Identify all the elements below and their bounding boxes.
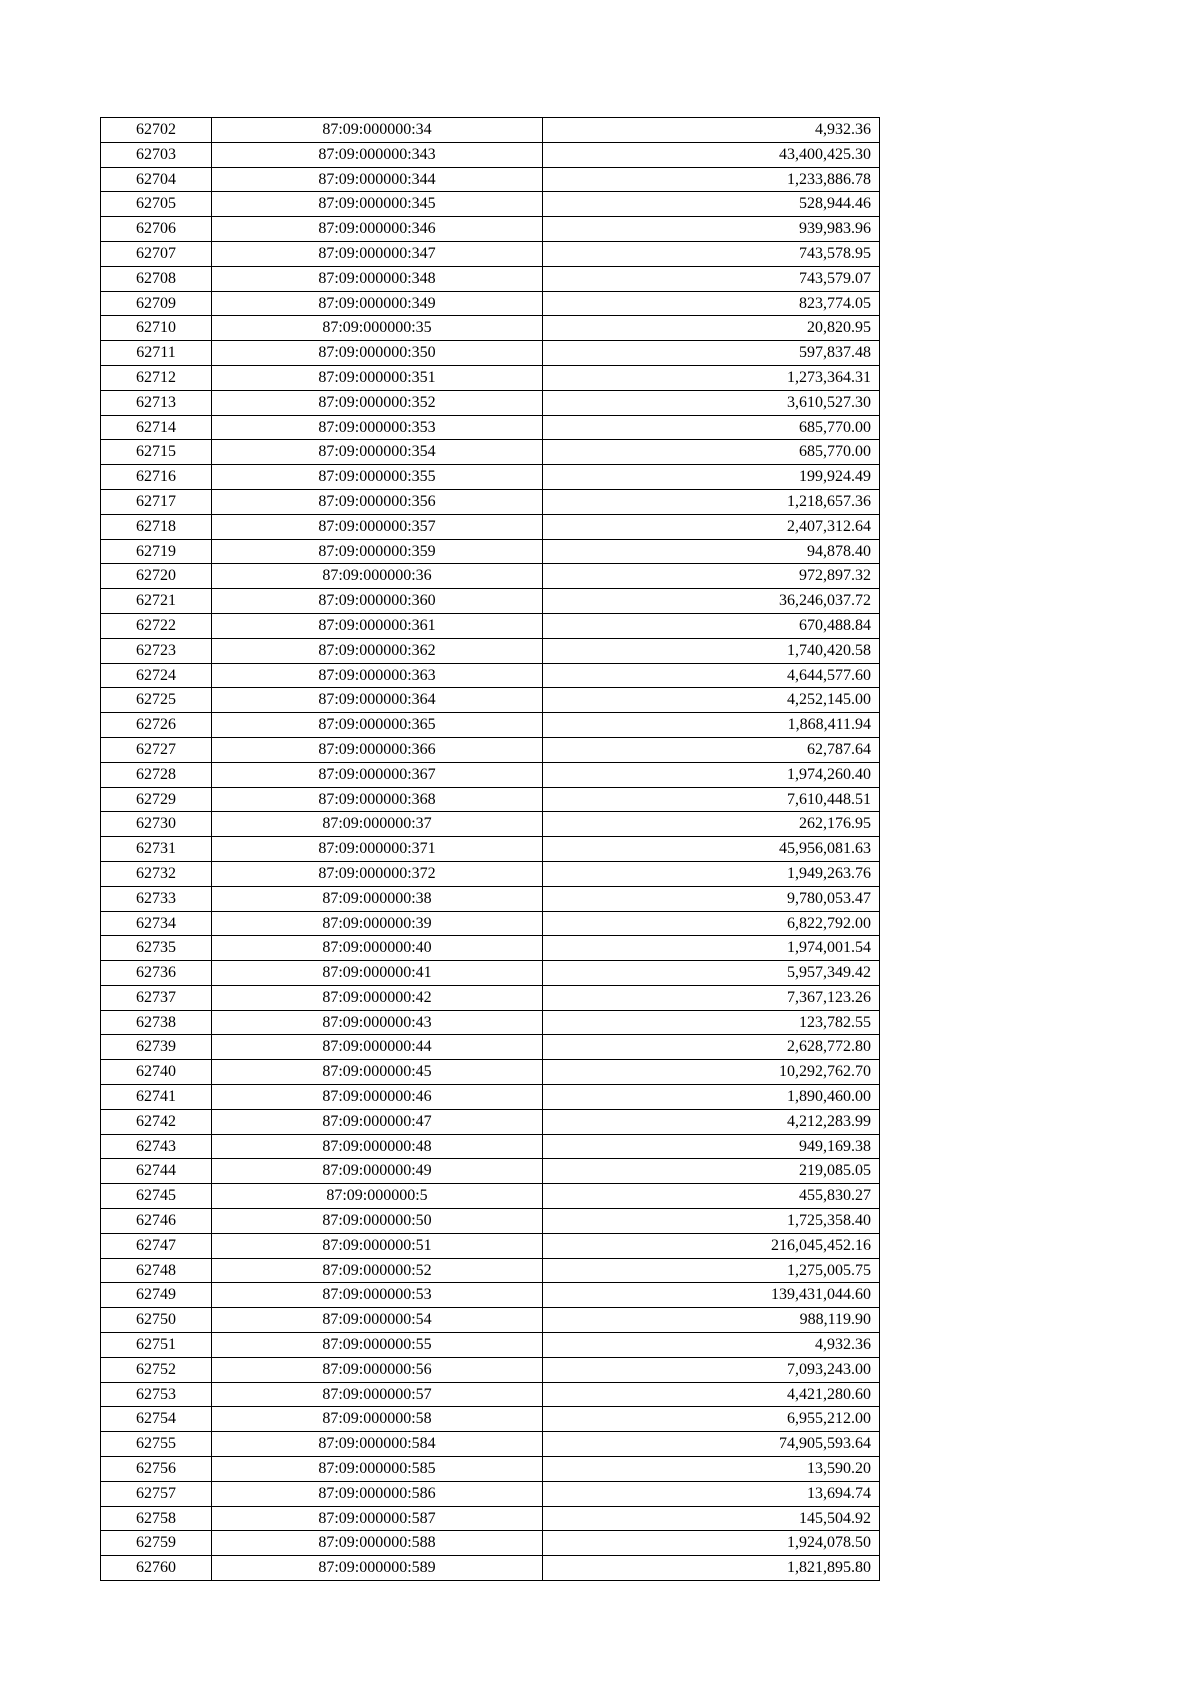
value-cell: 1,725,358.40 bbox=[543, 1209, 880, 1234]
cadastral-number-cell: 87:09:000000:40 bbox=[212, 936, 543, 961]
value-cell: 216,045,452.16 bbox=[543, 1233, 880, 1258]
row-number-cell: 62739 bbox=[101, 1035, 212, 1060]
value-cell: 455,830.27 bbox=[543, 1184, 880, 1209]
row-number-cell: 62720 bbox=[101, 564, 212, 589]
table-row bbox=[101, 118, 880, 143]
cadastral-number-cell: 87:09:000000:46 bbox=[212, 1085, 543, 1110]
table-row bbox=[101, 1233, 880, 1258]
table-row bbox=[101, 1109, 880, 1134]
value-cell: 1,740,420.58 bbox=[543, 638, 880, 663]
table-row bbox=[101, 737, 880, 762]
row-number-cell: 62752 bbox=[101, 1357, 212, 1382]
cadastral-number-cell: 87:09:000000:351 bbox=[212, 365, 543, 390]
table-row bbox=[101, 1481, 880, 1506]
cadastral-number-cell: 87:09:000000:366 bbox=[212, 737, 543, 762]
value-cell: 1,868,411.94 bbox=[543, 713, 880, 738]
value-cell: 670,488.84 bbox=[543, 613, 880, 638]
table-row bbox=[101, 1308, 880, 1333]
value-cell: 13,590.20 bbox=[543, 1457, 880, 1482]
table-row bbox=[101, 1159, 880, 1184]
cadastral-number-cell: 87:09:000000:357 bbox=[212, 514, 543, 539]
value-cell: 199,924.49 bbox=[543, 465, 880, 490]
row-number-cell: 62755 bbox=[101, 1432, 212, 1457]
value-cell: 949,169.38 bbox=[543, 1134, 880, 1159]
table-row bbox=[101, 390, 880, 415]
value-cell: 13,694.74 bbox=[543, 1481, 880, 1506]
row-number-cell: 62737 bbox=[101, 985, 212, 1010]
table-row bbox=[101, 266, 880, 291]
row-number-cell: 62738 bbox=[101, 1010, 212, 1035]
row-number-cell: 62713 bbox=[101, 390, 212, 415]
value-cell: 7,093,243.00 bbox=[543, 1357, 880, 1382]
value-cell: 4,421,280.60 bbox=[543, 1382, 880, 1407]
row-number-cell: 62704 bbox=[101, 167, 212, 192]
row-number-cell: 62744 bbox=[101, 1159, 212, 1184]
cadastral-number-cell: 87:09:000000:584 bbox=[212, 1432, 543, 1457]
value-cell: 2,628,772.80 bbox=[543, 1035, 880, 1060]
cadastral-number-cell: 87:09:000000:56 bbox=[212, 1357, 543, 1382]
table-row bbox=[101, 1209, 880, 1234]
row-number-cell: 62760 bbox=[101, 1556, 212, 1581]
cadastral-number-cell: 87:09:000000:54 bbox=[212, 1308, 543, 1333]
row-number-cell: 62705 bbox=[101, 192, 212, 217]
table-row bbox=[101, 663, 880, 688]
data-table bbox=[100, 117, 880, 1581]
value-cell: 1,275,005.75 bbox=[543, 1258, 880, 1283]
table-row bbox=[101, 762, 880, 787]
row-number-cell: 62717 bbox=[101, 489, 212, 514]
value-cell: 6,822,792.00 bbox=[543, 911, 880, 936]
row-number-cell: 62716 bbox=[101, 465, 212, 490]
table-row bbox=[101, 415, 880, 440]
cadastral-number-cell: 87:09:000000:346 bbox=[212, 217, 543, 242]
row-number-cell: 62732 bbox=[101, 861, 212, 886]
value-cell: 988,119.90 bbox=[543, 1308, 880, 1333]
table-row bbox=[101, 1333, 880, 1358]
row-number-cell: 62731 bbox=[101, 837, 212, 862]
value-cell: 823,774.05 bbox=[543, 291, 880, 316]
table-row bbox=[101, 489, 880, 514]
table-row bbox=[101, 1457, 880, 1482]
cadastral-number-cell: 87:09:000000:52 bbox=[212, 1258, 543, 1283]
cadastral-number-cell: 87:09:000000:49 bbox=[212, 1159, 543, 1184]
row-number-cell: 62728 bbox=[101, 762, 212, 787]
table-row bbox=[101, 514, 880, 539]
cadastral-number-cell: 87:09:000000:53 bbox=[212, 1283, 543, 1308]
value-cell: 3,610,527.30 bbox=[543, 390, 880, 415]
value-cell: 36,246,037.72 bbox=[543, 589, 880, 614]
value-cell: 219,085.05 bbox=[543, 1159, 880, 1184]
table-row bbox=[101, 812, 880, 837]
value-cell: 685,770.00 bbox=[543, 415, 880, 440]
cadastral-number-cell: 87:09:000000:371 bbox=[212, 837, 543, 862]
table-row bbox=[101, 564, 880, 589]
value-cell: 123,782.55 bbox=[543, 1010, 880, 1035]
cadastral-number-cell: 87:09:000000:37 bbox=[212, 812, 543, 837]
cadastral-number-cell: 87:09:000000:43 bbox=[212, 1010, 543, 1035]
row-number-cell: 62753 bbox=[101, 1382, 212, 1407]
table-row bbox=[101, 1283, 880, 1308]
table-row bbox=[101, 1382, 880, 1407]
table-row bbox=[101, 241, 880, 266]
row-number-cell: 62749 bbox=[101, 1283, 212, 1308]
cadastral-number-cell: 87:09:000000:368 bbox=[212, 787, 543, 812]
value-cell: 4,644,577.60 bbox=[543, 663, 880, 688]
value-cell: 7,610,448.51 bbox=[543, 787, 880, 812]
value-cell: 1,273,364.31 bbox=[543, 365, 880, 390]
value-cell: 1,821,895.80 bbox=[543, 1556, 880, 1581]
cadastral-number-cell: 87:09:000000:51 bbox=[212, 1233, 543, 1258]
row-number-cell: 62745 bbox=[101, 1184, 212, 1209]
value-cell: 139,431,044.60 bbox=[543, 1283, 880, 1308]
table-row bbox=[101, 589, 880, 614]
cadastral-number-cell: 87:09:000000:34 bbox=[212, 118, 543, 143]
row-number-cell: 62758 bbox=[101, 1506, 212, 1531]
cadastral-number-cell: 87:09:000000:589 bbox=[212, 1556, 543, 1581]
value-cell: 1,949,263.76 bbox=[543, 861, 880, 886]
value-cell: 743,578.95 bbox=[543, 241, 880, 266]
value-cell: 43,400,425.30 bbox=[543, 142, 880, 167]
cadastral-number-cell: 87:09:000000:352 bbox=[212, 390, 543, 415]
table-row bbox=[101, 985, 880, 1010]
value-cell: 20,820.95 bbox=[543, 316, 880, 341]
value-cell: 74,905,593.64 bbox=[543, 1432, 880, 1457]
value-cell: 45,956,081.63 bbox=[543, 837, 880, 862]
row-number-cell: 62750 bbox=[101, 1308, 212, 1333]
cadastral-number-cell: 87:09:000000:343 bbox=[212, 142, 543, 167]
value-cell: 1,974,001.54 bbox=[543, 936, 880, 961]
table-row bbox=[101, 1035, 880, 1060]
cadastral-number-cell: 87:09:000000:363 bbox=[212, 663, 543, 688]
table-row bbox=[101, 465, 880, 490]
row-number-cell: 62756 bbox=[101, 1457, 212, 1482]
value-cell: 4,212,283.99 bbox=[543, 1109, 880, 1134]
row-number-cell: 62726 bbox=[101, 713, 212, 738]
row-number-cell: 62729 bbox=[101, 787, 212, 812]
value-cell: 10,292,762.70 bbox=[543, 1060, 880, 1085]
value-cell: 528,944.46 bbox=[543, 192, 880, 217]
row-number-cell: 62712 bbox=[101, 365, 212, 390]
cadastral-number-cell: 87:09:000000:356 bbox=[212, 489, 543, 514]
cadastral-number-cell: 87:09:000000:41 bbox=[212, 961, 543, 986]
row-number-cell: 62734 bbox=[101, 911, 212, 936]
table-row bbox=[101, 1407, 880, 1432]
row-number-cell: 62722 bbox=[101, 613, 212, 638]
table-row bbox=[101, 936, 880, 961]
row-number-cell: 62719 bbox=[101, 539, 212, 564]
value-cell: 6,955,212.00 bbox=[543, 1407, 880, 1432]
table-row bbox=[101, 787, 880, 812]
cadastral-number-cell: 87:09:000000:588 bbox=[212, 1531, 543, 1556]
value-cell: 145,504.92 bbox=[543, 1506, 880, 1531]
value-cell: 262,176.95 bbox=[543, 812, 880, 837]
cadastral-number-cell: 87:09:000000:44 bbox=[212, 1035, 543, 1060]
row-number-cell: 62748 bbox=[101, 1258, 212, 1283]
value-cell: 1,974,260.40 bbox=[543, 762, 880, 787]
table-row bbox=[101, 1134, 880, 1159]
row-number-cell: 62741 bbox=[101, 1085, 212, 1110]
row-number-cell: 62736 bbox=[101, 961, 212, 986]
value-cell: 972,897.32 bbox=[543, 564, 880, 589]
cadastral-number-cell: 87:09:000000:348 bbox=[212, 266, 543, 291]
value-cell: 685,770.00 bbox=[543, 440, 880, 465]
table-row bbox=[101, 341, 880, 366]
cadastral-number-cell: 87:09:000000:361 bbox=[212, 613, 543, 638]
row-number-cell: 62711 bbox=[101, 341, 212, 366]
table-row bbox=[101, 217, 880, 242]
table-row bbox=[101, 1556, 880, 1581]
cadastral-number-cell: 87:09:000000:45 bbox=[212, 1060, 543, 1085]
cadastral-number-cell: 87:09:000000:42 bbox=[212, 985, 543, 1010]
table-row bbox=[101, 911, 880, 936]
value-cell: 939,983.96 bbox=[543, 217, 880, 242]
row-number-cell: 62718 bbox=[101, 514, 212, 539]
row-number-cell: 62742 bbox=[101, 1109, 212, 1134]
cadastral-number-cell: 87:09:000000:586 bbox=[212, 1481, 543, 1506]
cadastral-number-cell: 87:09:000000:55 bbox=[212, 1333, 543, 1358]
cadastral-number-cell: 87:09:000000:349 bbox=[212, 291, 543, 316]
cadastral-number-cell: 87:09:000000:367 bbox=[212, 762, 543, 787]
value-cell: 62,787.64 bbox=[543, 737, 880, 762]
row-number-cell: 62746 bbox=[101, 1209, 212, 1234]
row-number-cell: 62715 bbox=[101, 440, 212, 465]
cadastral-number-cell: 87:09:000000:350 bbox=[212, 341, 543, 366]
cadastral-number-cell: 87:09:000000:359 bbox=[212, 539, 543, 564]
row-number-cell: 62703 bbox=[101, 142, 212, 167]
cadastral-number-cell: 87:09:000000:39 bbox=[212, 911, 543, 936]
row-number-cell: 62747 bbox=[101, 1233, 212, 1258]
table-row bbox=[101, 1085, 880, 1110]
cadastral-number-cell: 87:09:000000:345 bbox=[212, 192, 543, 217]
cadastral-number-cell: 87:09:000000:344 bbox=[212, 167, 543, 192]
value-cell: 2,407,312.64 bbox=[543, 514, 880, 539]
row-number-cell: 62754 bbox=[101, 1407, 212, 1432]
cadastral-number-cell: 87:09:000000:372 bbox=[212, 861, 543, 886]
row-number-cell: 62743 bbox=[101, 1134, 212, 1159]
table-row bbox=[101, 142, 880, 167]
table-row bbox=[101, 1010, 880, 1035]
table-row bbox=[101, 861, 880, 886]
cadastral-number-cell: 87:09:000000:355 bbox=[212, 465, 543, 490]
row-number-cell: 62733 bbox=[101, 886, 212, 911]
row-number-cell: 62714 bbox=[101, 415, 212, 440]
row-number-cell: 62757 bbox=[101, 1481, 212, 1506]
cadastral-number-cell: 87:09:000000:585 bbox=[212, 1457, 543, 1482]
table-row bbox=[101, 713, 880, 738]
row-number-cell: 62723 bbox=[101, 638, 212, 663]
cadastral-number-cell: 87:09:000000:50 bbox=[212, 1209, 543, 1234]
table-row bbox=[101, 192, 880, 217]
value-cell: 5,957,349.42 bbox=[543, 961, 880, 986]
table-row bbox=[101, 291, 880, 316]
table-row bbox=[101, 961, 880, 986]
table-row bbox=[101, 440, 880, 465]
value-cell: 4,932.36 bbox=[543, 1333, 880, 1358]
cadastral-number-cell: 87:09:000000:38 bbox=[212, 886, 543, 911]
row-number-cell: 62707 bbox=[101, 241, 212, 266]
cadastral-number-cell: 87:09:000000:362 bbox=[212, 638, 543, 663]
value-cell: 1,924,078.50 bbox=[543, 1531, 880, 1556]
cadastral-number-cell: 87:09:000000:35 bbox=[212, 316, 543, 341]
value-cell: 1,218,657.36 bbox=[543, 489, 880, 514]
table-body bbox=[101, 118, 880, 1581]
table-row bbox=[101, 1506, 880, 1531]
cadastral-number-cell: 87:09:000000:58 bbox=[212, 1407, 543, 1432]
value-cell: 1,890,460.00 bbox=[543, 1085, 880, 1110]
table-row bbox=[101, 1531, 880, 1556]
row-number-cell: 62724 bbox=[101, 663, 212, 688]
row-number-cell: 62725 bbox=[101, 688, 212, 713]
cadastral-number-cell: 87:09:000000:47 bbox=[212, 1109, 543, 1134]
value-cell: 4,252,145.00 bbox=[543, 688, 880, 713]
table-row bbox=[101, 638, 880, 663]
cadastral-number-cell: 87:09:000000:587 bbox=[212, 1506, 543, 1531]
table-row bbox=[101, 365, 880, 390]
table-row bbox=[101, 688, 880, 713]
table-row bbox=[101, 837, 880, 862]
row-number-cell: 62730 bbox=[101, 812, 212, 837]
cadastral-number-cell: 87:09:000000:360 bbox=[212, 589, 543, 614]
value-cell: 1,233,886.78 bbox=[543, 167, 880, 192]
table-row bbox=[101, 1184, 880, 1209]
table-row bbox=[101, 1357, 880, 1382]
row-number-cell: 62759 bbox=[101, 1531, 212, 1556]
table-row bbox=[101, 316, 880, 341]
cadastral-number-cell: 87:09:000000:365 bbox=[212, 713, 543, 738]
row-number-cell: 62735 bbox=[101, 936, 212, 961]
cadastral-number-cell: 87:09:000000:353 bbox=[212, 415, 543, 440]
table-row bbox=[101, 886, 880, 911]
row-number-cell: 62706 bbox=[101, 217, 212, 242]
cadastral-number-cell: 87:09:000000:48 bbox=[212, 1134, 543, 1159]
row-number-cell: 62710 bbox=[101, 316, 212, 341]
row-number-cell: 62740 bbox=[101, 1060, 212, 1085]
table-row bbox=[101, 613, 880, 638]
table-row bbox=[101, 167, 880, 192]
table-row bbox=[101, 1060, 880, 1085]
cadastral-number-cell: 87:09:000000:354 bbox=[212, 440, 543, 465]
value-cell: 743,579.07 bbox=[543, 266, 880, 291]
cadastral-number-cell: 87:09:000000:364 bbox=[212, 688, 543, 713]
value-cell: 94,878.40 bbox=[543, 539, 880, 564]
table-row bbox=[101, 1258, 880, 1283]
row-number-cell: 62727 bbox=[101, 737, 212, 762]
row-number-cell: 62721 bbox=[101, 589, 212, 614]
row-number-cell: 62751 bbox=[101, 1333, 212, 1358]
value-cell: 4,932.36 bbox=[543, 118, 880, 143]
table-row bbox=[101, 539, 880, 564]
table-row bbox=[101, 1432, 880, 1457]
cadastral-number-cell: 87:09:000000:5 bbox=[212, 1184, 543, 1209]
cadastral-number-cell: 87:09:000000:36 bbox=[212, 564, 543, 589]
row-number-cell: 62709 bbox=[101, 291, 212, 316]
cadastral-number-cell: 87:09:000000:347 bbox=[212, 241, 543, 266]
row-number-cell: 62702 bbox=[101, 118, 212, 143]
value-cell: 597,837.48 bbox=[543, 341, 880, 366]
value-cell: 7,367,123.26 bbox=[543, 985, 880, 1010]
value-cell: 9,780,053.47 bbox=[543, 886, 880, 911]
row-number-cell: 62708 bbox=[101, 266, 212, 291]
cadastral-number-cell: 87:09:000000:57 bbox=[212, 1382, 543, 1407]
